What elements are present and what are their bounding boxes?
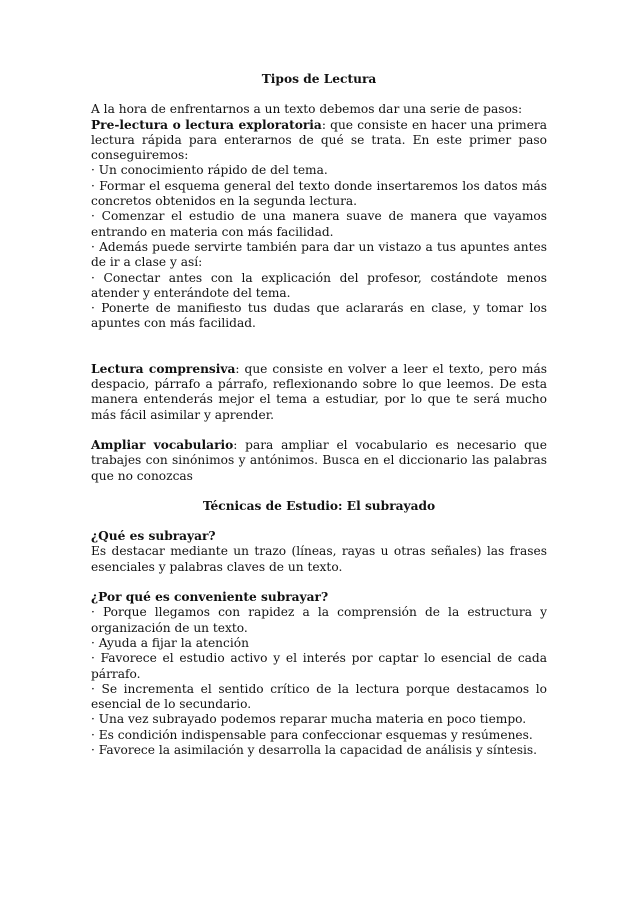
prelectura-item: · Un conocimiento rápido de del tema.: [91, 163, 328, 178]
prelectura-item: · Comenzar el estudio de una manera suave de manera que vayamos entrando en materia con más facilidad.: [91, 209, 547, 239]
que-es-heading: [91, 529, 547, 544]
prelectura-item: · Formar el esquema general del texto donde insertaremos los datos más concretos obtenidos en la segunda lectura.: [91, 178, 547, 209]
vocabulario-term: Ampliar vocabulario: [91, 437, 234, 452]
por-que-item: · Es condición indispensable para confeccionar esquemas y resúmenes.: [91, 727, 533, 742]
prelectura-item: · Conectar antes con la explicación del profesor, costándote menos atender y enterándote del tema.: [91, 270, 547, 300]
por-que-heading: [91, 590, 547, 605]
por-que-item: · Una vez subrayado podemos reparar mucha materia en poco tiempo.: [91, 712, 527, 727]
spacer: [91, 332, 547, 362]
spacer: [91, 423, 547, 438]
document-page: [91, 72, 547, 758]
intro-paragraph: A la hora de enfrentarnos a un texto debemos dar una serie de pasos:: [91, 102, 523, 117]
comprensiva-paragraph: [91, 362, 547, 423]
por-que-item: · Se incrementa el sentido crítico de la lectura porque destacamos lo esencial de lo secundario.: [91, 681, 547, 712]
page-title: Tipos de Lectura: [261, 72, 377, 86]
spacer: [91, 575, 547, 590]
prelectura-term: Pre-lectura o lectura exploratoria: [91, 117, 322, 132]
prelectura-item: · Ponerte de manifiesto tus dudas que aclararás en clase, y tomar los apuntes con más facilidad.: [91, 301, 547, 331]
spacer: [91, 484, 547, 499]
vocabulario-paragraph: [91, 438, 547, 484]
por-que-heading-text: ¿Por qué es conveniente subrayar?: [91, 590, 329, 605]
vocabulario-definition: : para ampliar el vocabulario es necesario que trabajes con sinónimos y antónimos. Busca en el diccionario las palabras que no conozcas: [91, 437, 547, 483]
prelectura-definition: : que consiste en hacer una primera lectura rápida para enterarnos de qué se trata. En este primer paso conseguiremos:: [91, 117, 547, 163]
que-es-text: Es destacar mediante un trazo (líneas, rayas u otras señales) las frases esenciales y palabras claves de un texto.: [91, 544, 547, 574]
section-subtitle: Técnicas de Estudio: El subrayado: [202, 498, 436, 513]
por-que-item: · Favorece el estudio activo y el interés por captar lo esencial de cada párrafo.: [91, 651, 547, 681]
comprensiva-definition: : que consiste en volver a leer el texto, pero más despacio, párrafo a párrafo, reflexionando sobre lo que leemos. De esta manera entenderás mejor el tema a estudiar, por lo que te será mucho más fácil asimilar y aprender.: [91, 361, 547, 422]
que-es-heading-text: ¿Qué es subrayar?: [91, 529, 216, 544]
prelectura-paragraph: [91, 118, 547, 164]
por-que-item: · Ayuda a fijar la atención: [91, 635, 249, 650]
comprensiva-term: Lectura comprensiva: [91, 361, 236, 376]
por-que-item: · Favorece la asimilación y desarrolla la capacidad de análisis y síntesis.: [91, 742, 538, 757]
prelectura-item: · Además puede servirte también para dar un vistazo a tus apuntes antes de ir a clase y así:: [91, 239, 547, 270]
por-que-item: · Porque llegamos con rapidez a la comprensión de la estructura y organización de un texto.: [91, 605, 547, 635]
